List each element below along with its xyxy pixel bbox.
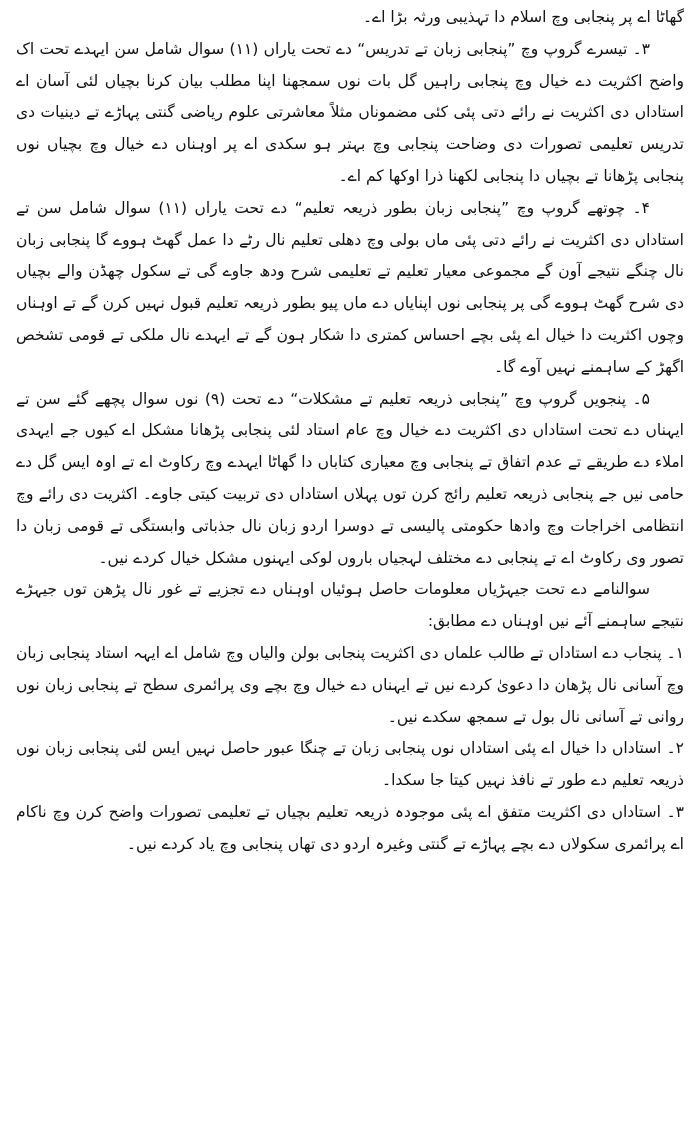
finding-item-3: ۳۔ استاداں دی اکثریت متفق اے پئی موجودہ ذریعہ تعلیم بچیاں تے تعلیمی تصورات واضح کرن وچ ناکام اے پرائمری سکولاں دے بچے پہاڑے تے گنتی وغیرہ اردو دی تھاں پنجابی وچ یاد کردے نیں۔	[16, 802, 684, 853]
finding-item-1: ۱۔ پنجاب دے استاداں تے طالب علماں دی اکثریت پنجابی بولن والیاں وچ شامل اے ایہہ استاد پنجابی زبان وچ آسانی نال پڑھان دا دعویٰ کردے نیں تے ایہناں دے خیال وچ بچے وی پرائمری سطح تے پنجابی زبان نوں روانی تے آسانی نال بول تے سمجھ سکدے نیں۔	[16, 643, 684, 726]
paragraph-group-4: ۴۔ چوتھے گروپ وچ ”پنجابی زبان بطور ذریعہ تعلیم“ دے تحت یاراں (۱۱) سوال شامل سن تے استاداں دی اکثریت نے رائے دتی پئی ماں بولی وچ دھلی تعلیم نال رٹے دا عمل گھٹ ہووے گا پنجابی زبان نال چنگے نتیجے آون گے مجموعی معیار تعلیم تے تعلیمی شرح ودھ جاوے گی تے سکول چھڈن والے بچیاں دی شرح گھٹ ہووے گی پر پنجابی نوں اپنایاں دے ماں پیو بطور ذریعہ تعلیم قبول نہیں کرن گے تے اوہناں وچوں اکثریت دا خیال اے پئی بچے احساس کمتری دا شکار ہون گے تے ایہدے نال ملکی تے قومی تشخص اگھڑ کے ساہمنے نہیں آوے گا۔	[16, 198, 684, 376]
finding-item-2: ۲۔ استاداں دا خیال اے پئی استاداں نوں پنجابی زبان تے چنگا عبور حاصل نہیں ایس لئی پنجابی زبان نوں ذریعہ تعلیم دے طور تے نافذ نہیں کیتا جا سکدا۔	[16, 739, 684, 790]
paragraph-group-3: ۳۔ تیسرے گروپ وچ ”پنجابی زبان تے تدریس“ دے تحت یاراں (۱۱) سوال شامل سن ایہدے تحت اک واضح اکثریت دے خیال وچ پنجابی راہیں گل بات نوں سمجھنا اپنا مطلب بیان کرنا بچیاں لئی آسان اے استاداں دی اکثریت نے رائے دتی پئی کئی مضموناں مثلاً معاشرتی علوم ریاضی گنتی پہاڑے تے دینیات دی تدریس تعلیمی تصورات دی وضاحت پنجابی وچ بہتر ہو سکدی اے پر اوہناں دے خیال وچ بچیاں نوں پنجابی پڑھانا تے بچیاں دا پنجابی لکھنا ذرا اوکھا کم اے۔	[16, 39, 684, 185]
paragraph-group-5: ۵۔ پنجویں گروپ وچ ”پنجابی ذریعہ تعلیم تے مشکلات“ دے تحت (۹) نوں سوال پچھے گئے سن تے ایہناں دے تحت استاداں دی اکثریت دے خیال وچ عام استاد لئی پنجابی پڑھانا مشکل اے کیوں جے ایہدی املاء دے طریقے تے عدم اتفاق تے پنجابی وچ معیاری کتاباں دا گھاٹا ایہدے وچ رکاوٹ اے تے اوہ ایس گل دے حامی نیں جے پنجابی ذریعہ تعلیم رائج کرن توں پہلاں استاداں دی تربیت کیتی جاوے۔ اکثریت دی رائے وچ انتظامی اخراجات وچ وادھا حکومتی پالیسی تے دوسرا اردو زبان نال جذباتی وابستگی تے قومی زبان دا تصور وی رکاوٹ اے تے پنجابی دے مختلف لہجیاں باروں لوکی ایہنوں مشکل خیال کردے نیں۔	[16, 389, 684, 567]
paragraph-continuation: گھاٹا اے پر پنجابی وچ اسلام دا تہذیبی ورثہ بڑا اے۔	[362, 8, 684, 26]
paragraph-findings-intro: سوالنامے دے تحت جیہڑیاں معلومات حاصل ہوئیاں اوہناں دے تجزیے تے غور نال پڑھن توں جیہڑے نتیجے ساہمنے آئے نیں اوہناں دے مطابق:	[16, 580, 684, 631]
